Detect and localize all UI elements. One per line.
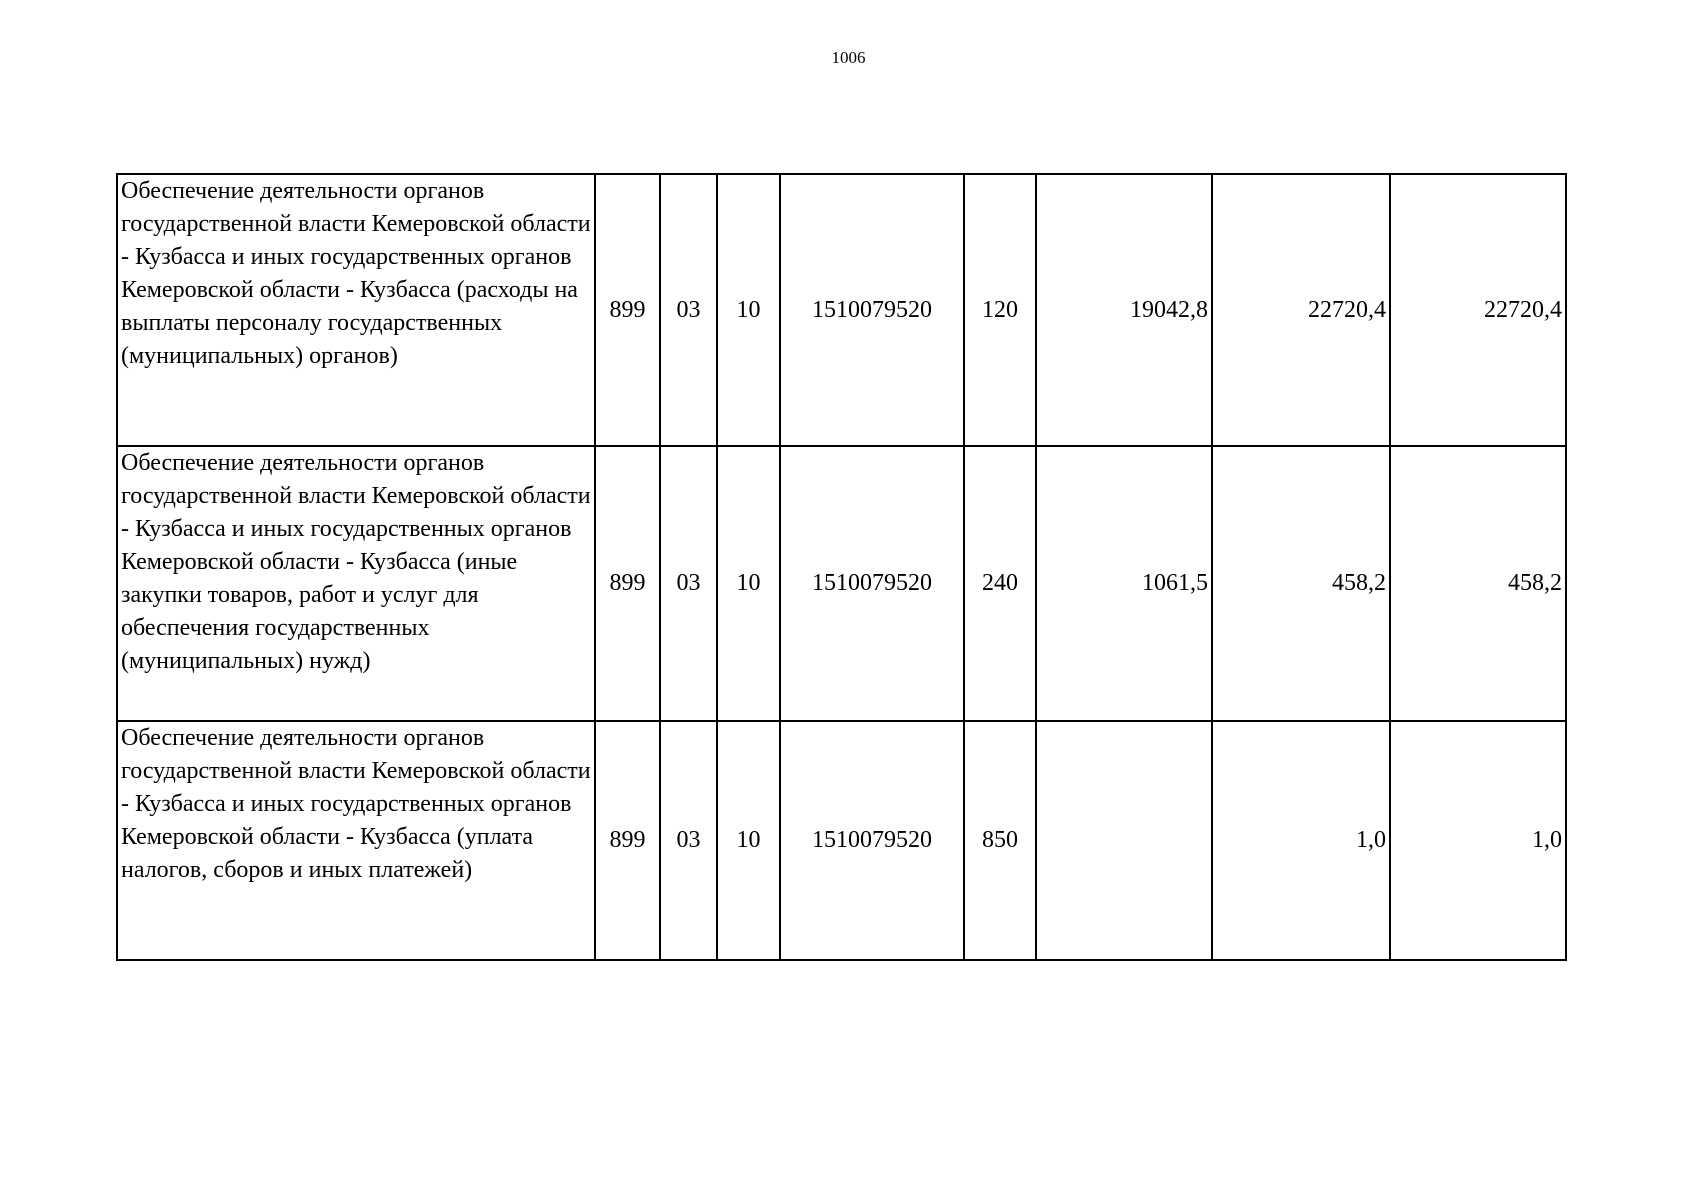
section-code: 03	[660, 446, 717, 721]
ministry-code: 899	[595, 721, 660, 960]
subsection-code: 10	[717, 174, 780, 446]
row-description: Обеспечение деятельности органов государственной власти Кемеровской области - Кузбасса и иных государственных органов Кемеровской области - Кузбасса (уплата налогов, сборов и иных платежей)	[117, 721, 595, 960]
expense-type-code: 120	[964, 174, 1036, 446]
ministry-code: 899	[595, 446, 660, 721]
subsection-code: 10	[717, 446, 780, 721]
amount-3: 22720,4	[1390, 174, 1566, 446]
row-description: Обеспечение деятельности органов государственной власти Кемеровской области - Кузбасса и иных государственных органов Кемеровской области - Кузбасса (иные закупки товаров, работ и услуг для обеспечения государственных (муниципальных) нужд)	[117, 446, 595, 721]
section-code: 03	[660, 174, 717, 446]
amount-1: 19042,8	[1036, 174, 1212, 446]
table-row	[117, 446, 1566, 721]
target-article-code: 1510079520	[780, 446, 964, 721]
ministry-code: 899	[595, 174, 660, 446]
target-article-code: 1510079520	[780, 174, 964, 446]
amount-3: 458,2	[1390, 446, 1566, 721]
amount-3: 1,0	[1390, 721, 1566, 960]
table-row	[117, 174, 1566, 446]
budget-table	[116, 173, 1567, 961]
subsection-code: 10	[717, 721, 780, 960]
amount-2: 1,0	[1212, 721, 1390, 960]
amount-1	[1036, 721, 1212, 960]
table-row	[117, 721, 1566, 960]
page-number: 1006	[831, 48, 866, 67]
row-description: Обеспечение деятельности органов государственной власти Кемеровской области - Кузбасса и иных государственных органов Кемеровской области - Кузбасса (расходы на выплаты персоналу государственных (муниципальных) органов)	[117, 174, 595, 446]
amount-2: 458,2	[1212, 446, 1390, 721]
expense-type-code: 240	[964, 446, 1036, 721]
amount-1: 1061,5	[1036, 446, 1212, 721]
amount-2: 22720,4	[1212, 174, 1390, 446]
expense-type-code: 850	[964, 721, 1036, 960]
section-code: 03	[660, 721, 717, 960]
target-article-code: 1510079520	[780, 721, 964, 960]
